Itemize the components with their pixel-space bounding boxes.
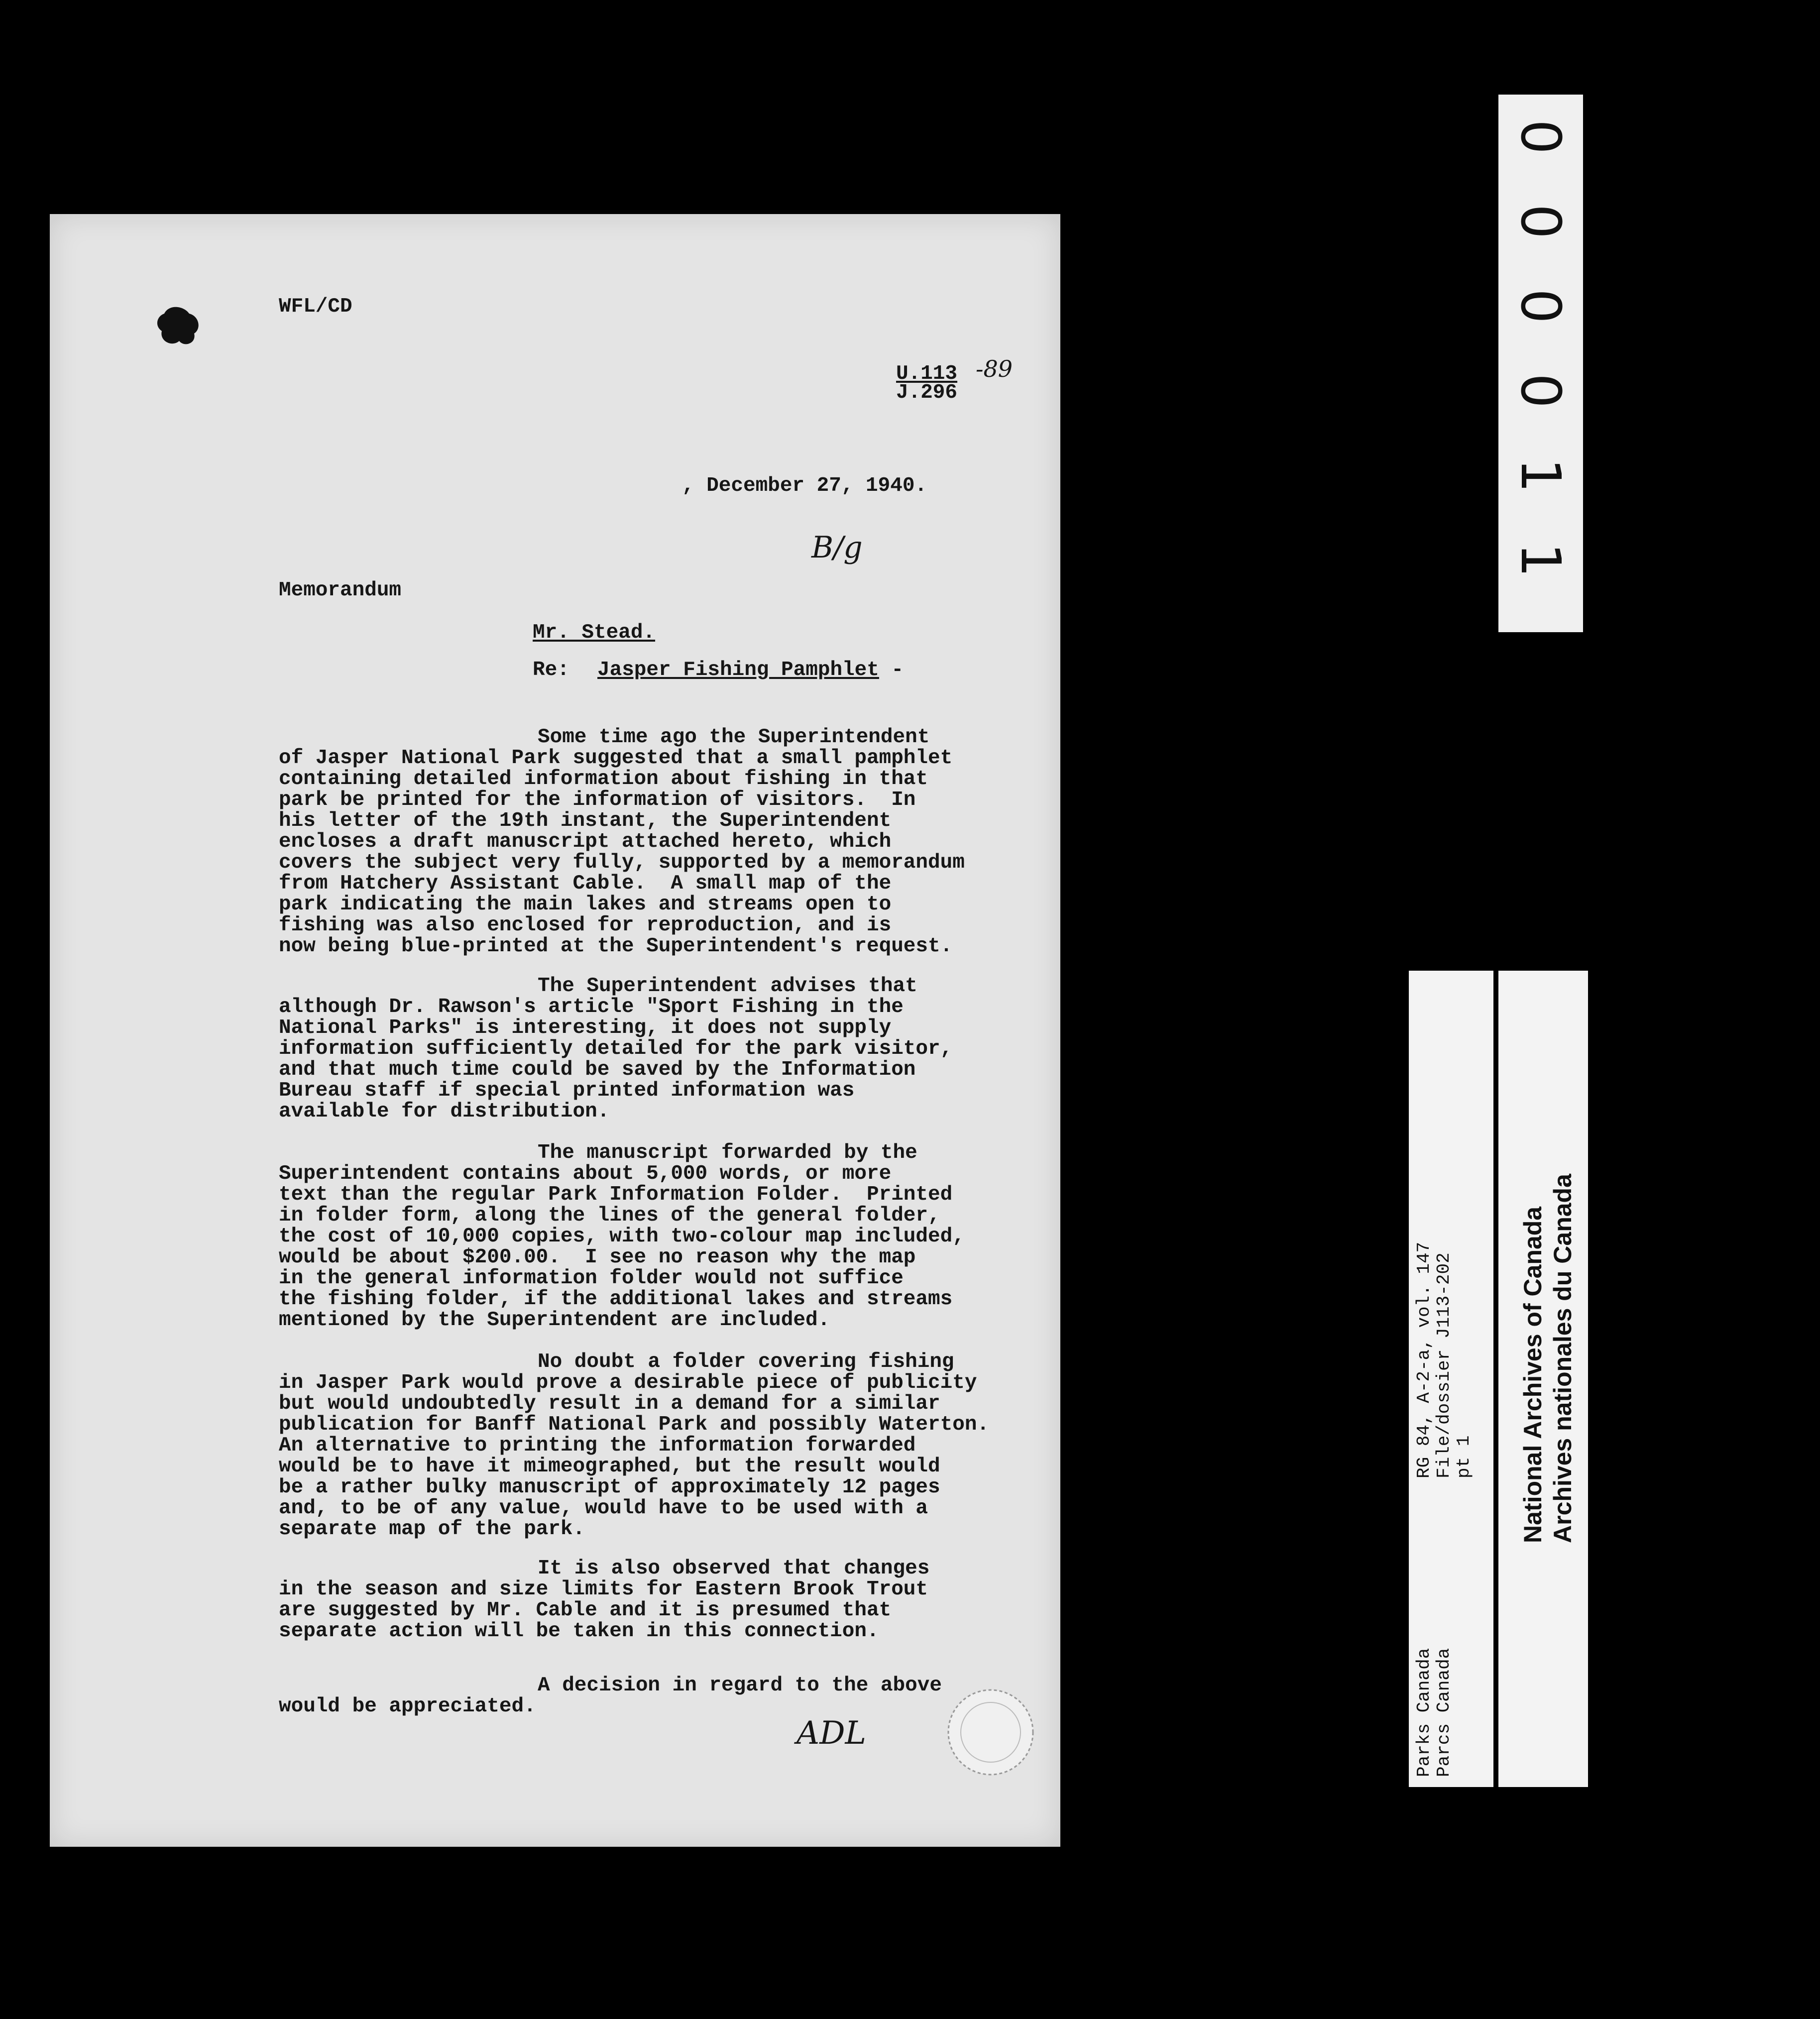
paragraph-line: fishing was also enclosed for reproduction, and is <box>279 914 892 937</box>
paragraph-line: now being blue-printed at the Superintendent's request. <box>279 935 953 958</box>
subject-dash: - <box>879 659 904 681</box>
paragraph-3 <box>279 1142 1075 1331</box>
typist-initials: WFL/CD <box>279 295 352 318</box>
re-label: Re: <box>533 659 569 681</box>
paragraph-line: in folder form, along the lines of the general folder, <box>279 1204 940 1227</box>
paragraph-line: mentioned by the Superintendent are included. <box>279 1309 830 1332</box>
frame-digit: 0 <box>1509 119 1573 154</box>
paragraph-line: and, to be of any value, would have to be used with a <box>279 1497 928 1520</box>
paragraph-line: but would undoubtedly result in a demand for a similar <box>279 1392 940 1415</box>
paragraph-line: park indicating the main lakes and streams open to <box>279 893 892 916</box>
frame-digit: 0 <box>1509 289 1573 324</box>
paragraph-line: would be about $200.00. I see no reason why the map <box>279 1246 916 1269</box>
paragraph-line: although Dr. Rawson's article "Sport Fishing in the <box>279 996 904 1018</box>
paragraph-line: Bureau staff if special printed information was <box>279 1079 855 1102</box>
paragraph-line: encloses a draft manuscript attached hereto, which <box>279 830 892 853</box>
paragraph-line: The Superintendent advises that <box>538 975 917 998</box>
paragraph-line: of Jasper National Park suggested that a small pamphlet <box>279 747 953 770</box>
archive-reference-label <box>1409 971 1498 1787</box>
paragraph-line: his letter of the 19th instant, the Superintendent <box>279 809 892 832</box>
paragraph-line: the cost of 10,000 copies, with two-colour map included, <box>279 1225 965 1248</box>
memo-type: Memorandum <box>279 579 402 602</box>
paragraph-line: are suggested by Mr. Cable and it is presumed that <box>279 1599 892 1622</box>
frame-digit: 0 <box>1509 373 1573 408</box>
memo-page <box>50 214 1060 1847</box>
paragraph-1 <box>279 727 1075 957</box>
paragraph-line: publication for Banff National Park and possibly Waterton. <box>279 1413 990 1436</box>
paragraph-line: in the season and size limits for Eastern Brook Trout <box>279 1578 928 1601</box>
paragraph-line: National Parks" is interesting, it does not supply <box>279 1016 892 1039</box>
subject: Jasper Fishing Pamphlet <box>597 659 879 681</box>
file-ref-1: U.113 <box>896 362 958 385</box>
paragraph-2 <box>279 976 1075 1122</box>
paragraph-line: and that much time could be saved by the Information <box>279 1058 916 1081</box>
paragraph-line: A decision in regard to the above <box>538 1674 942 1697</box>
paragraph-line: be a rather bulky manuscript of approximately 12 pages <box>279 1476 940 1499</box>
archive-name-en: National Archives of Canada <box>1519 1206 1547 1543</box>
archive-ref-3: pt 1 <box>1454 1435 1474 1478</box>
paragraph-line: covers the subject very fully, supported by a memorandum <box>279 851 965 874</box>
paragraph-line: in the general information folder would not suffice <box>279 1267 904 1290</box>
memo-date: , December 27, 1940. <box>682 474 927 497</box>
paragraph-line: in Jasper Park would prove a desirable piece of publicity <box>279 1371 977 1394</box>
paragraph-line: Some time ago the Superintendent <box>538 726 930 749</box>
handwritten-file-ref: -89 <box>976 355 1013 382</box>
agency-fr: Parcs Canada <box>1434 1648 1454 1777</box>
paragraph-line: It is also observed that changes <box>538 1557 930 1580</box>
archive-ref-1: RG 84, A-2-a, vol. 147 <box>1414 1241 1434 1478</box>
paragraph-line: would be to have it mimeographed, but the result would <box>279 1455 940 1478</box>
paragraph-line: containing detailed information about fishing in that <box>279 768 928 790</box>
handwritten-initials: B/g <box>811 530 863 565</box>
paragraph-line: No doubt a folder covering fishing <box>538 1350 954 1373</box>
frame-number-strip <box>1498 95 1583 632</box>
addressee: Mr. Stead. <box>533 621 656 644</box>
signature: ADL <box>796 1715 867 1752</box>
paragraph-5 <box>279 1558 1075 1642</box>
paragraph-line: the fishing folder, if the additional lakes and streams <box>279 1288 953 1311</box>
archive-name-label <box>1498 971 1588 1787</box>
paragraph-line: park be printed for the information of visitors. In <box>279 788 916 811</box>
subject-line <box>597 660 904 680</box>
embossed-seal-icon <box>941 1682 1040 1782</box>
frame-digit: 0 <box>1509 204 1573 239</box>
frame-digit: 1 <box>1509 458 1573 493</box>
file-ref-2: J.296 <box>896 381 958 404</box>
ink-blot-icon <box>154 304 204 348</box>
paragraph-line: available for distribution. <box>279 1100 610 1123</box>
frame-digit: 1 <box>1509 543 1573 577</box>
paragraph-line: separate action will be taken in this connection. <box>279 1620 879 1643</box>
paragraph-line: The manuscript forwarded by the <box>538 1141 917 1164</box>
paragraph-line: Superintendent contains about 5,000 words, or more <box>279 1162 892 1185</box>
archive-name-fr: Archives nationales du Canada <box>1549 1174 1577 1543</box>
paragraph-line: information sufficiently detailed for the park visitor, <box>279 1037 953 1060</box>
paragraph-4 <box>279 1351 1075 1540</box>
agency-en: Parks Canada <box>1414 1648 1434 1777</box>
paragraph-line: would be appreciated. <box>279 1695 536 1718</box>
archive-ref-2: File/dossier J113-202 <box>1434 1252 1454 1478</box>
paragraph-line: text than the regular Park Information Folder. Printed <box>279 1183 953 1206</box>
paragraph-line: An alternative to printing the information forwarded <box>279 1434 916 1457</box>
paragraph-line: from Hatchery Assistant Cable. A small map of the <box>279 872 892 895</box>
paragraph-line: separate map of the park. <box>279 1518 585 1541</box>
